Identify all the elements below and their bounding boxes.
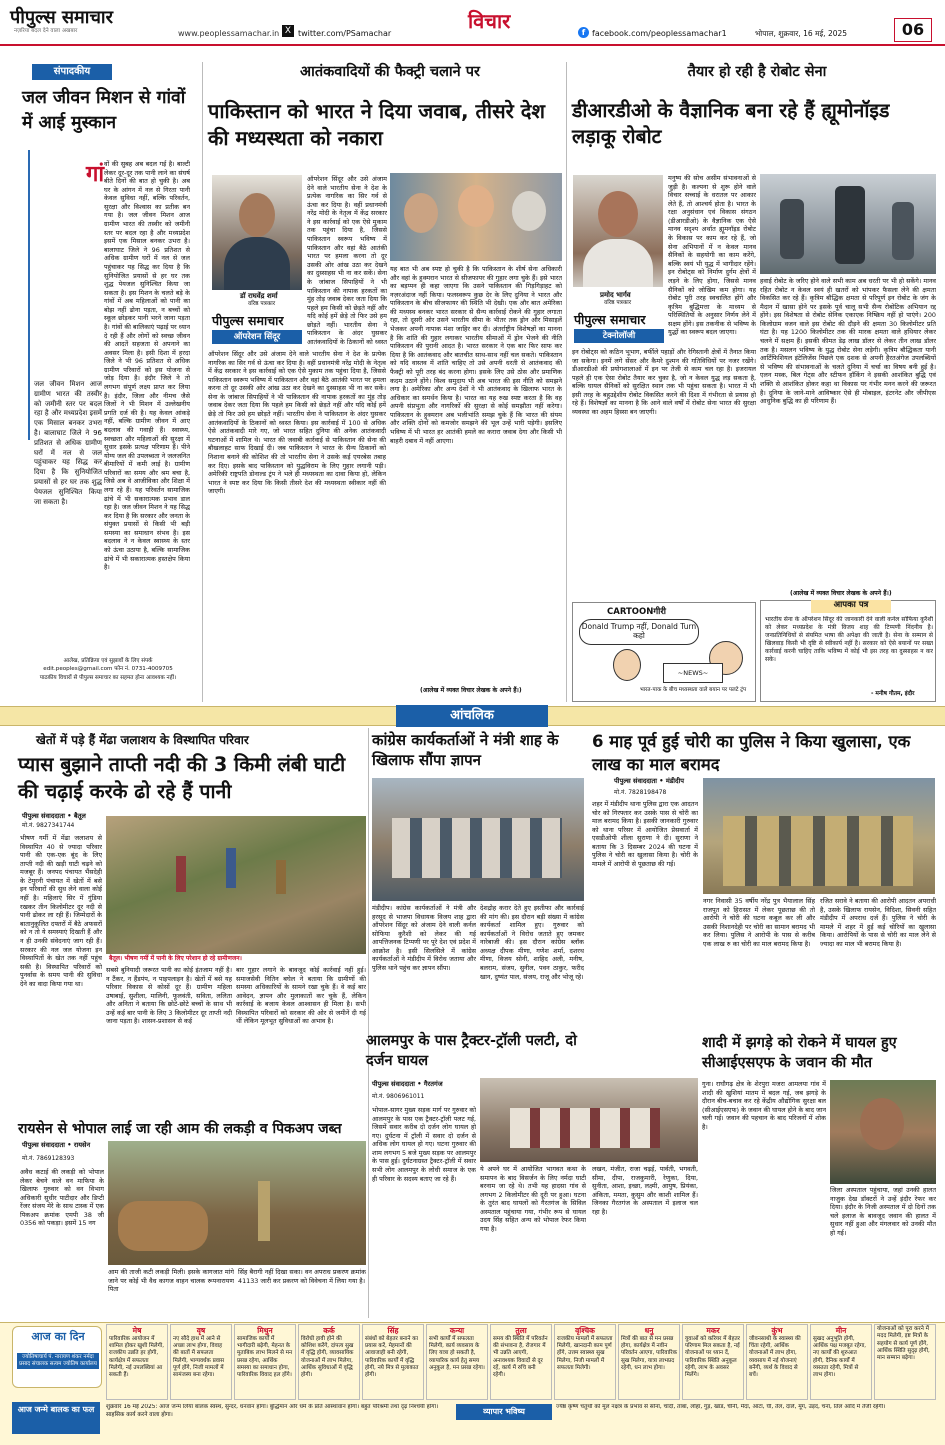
rashi-text: विरोधी हावी होने की कोशिश करेंगे, दांपत्य सुख में वृद्धि होगी, व्यावसायिक योजनाओं में लाभ मिलेगा, आर्थिक सुविधाओं में वृद्धि होगी। xyxy=(301,1335,354,1379)
facebook-icon: f xyxy=(578,27,589,38)
rashi-name: कर्क xyxy=(323,1326,335,1335)
woman-figure-3 xyxy=(276,860,286,894)
rashi-text: सभी कार्यों में सफलता मिलेगी, कार्य व्यवसाय के लिए यात्रा हो सकती है, व्यापारिक कार्य हेतु समय अनुकूल है, मन प्रसन्न रहेगा। xyxy=(429,1335,485,1371)
author-face xyxy=(598,191,638,237)
rashi-text: मित्रों की बात से मन प्रसन्न होगा, कार्यक्षेत्र में नवीन परिवर्तन आएगा, पारिवारिक सुख मिलेगा, यात्रा लाभप्रद रहेगी, धन लाभ होगा। xyxy=(621,1335,678,1371)
rashi-text: समय की स्थिति में परिवर्तन की संभावना है, रोजगार में भी उन्नति आएगी, अनावश्यक विवादों से दूर रहें, कार्य में रुचि बनी रहेगी। xyxy=(493,1335,548,1379)
congress-photo xyxy=(372,778,584,901)
theft-col1: शहर में मंडीदीप थाना पुलिस द्वारा एक आदतन चोर को गिरफ्तार कर उसके पास से चोरी का माल बरामद किया है। इसकी जानकारी गुरुवार को थाना परिसर में आयोजित प्रेसवार्ता में एसडीओपी शीला सुराणा ने दी। सुराणा ने बताया कि 3 दिसम्बर 2024 की घटना में पुलिस ने चोरी का खुलासा किया है। चोरी के मामले में आरोपी से पूछताछ की गई। xyxy=(592,800,698,869)
marriage-headline: शादी में झगड़े को रोकने में घायल हुए सीआईएसएफ के जवान की मौत xyxy=(702,1035,897,1072)
author-shirt xyxy=(583,239,653,287)
hospital-scene xyxy=(510,1108,660,1148)
cartoon-title: CARTOONगीरी xyxy=(607,607,667,617)
pak-badge: ऑपरेशन सिंदूर xyxy=(212,330,302,344)
congress-headline: कांग्रेस कार्यकर्ताओं ने मंत्री शाह के खिलाफ सौंपा ज्ञापन xyxy=(372,731,559,770)
theft-headline: 6 माह पूर्व हुई चोरी का पुलिस ने किया खुलासा, एक लाख का माल बरामद xyxy=(592,732,911,775)
editorial-body: वों की सुबह अब बदल गई है। बाल्टी लेकर दूर-दूर तक पानी लाने का संघर्ष बीते दिनों की बात हो चुकी है। अब घर के आंगन में नल से गिरता पानी केवल सुविधा नहीं, बल्कि परिवर्तन, सुरक्षा और विश्वास का प्रतीक बन गया है। जल जीवन मिशन आज ग्रामीण भारत की तस्वीर को जमीनी स्तर पर बदल रहा है और मध्यप्रदेश इसमें एक मिसाल बनकर उभरा है। बालाघाट जिले ने 96 प्रतिशत से अधिक ग्रामीण घरों में नल से जल पहुंचाकर यह सिद्ध कर दिया है कि सुनियोजित प्रयासों से हर घर तक शुद्ध पेयजल सुनिश्चित किया जा सकता है। इस मिशन के चलते बड़े के गांवों में अब महिलाओं को पानी का बोझ नहीं ढोना पड़ता, न बच्चों को स्कूल छोड़कर पानी भरने जाना पड़ता है। गांवों की बालिकाएं पढ़ाई पर ध्यान दे रही हैं और लोगों को स्वच्छ जीवन की आदतें सहजता से अपनाने का अवसर मिला है। इसी दिशा में हरदा जिले ने भी 96 प्रतिशत से अधिक ग्रामीण परिवारों को इस योजना से जोड़ दिया है। इंदौर जिले ने तो लगभग संपूर्ण लक्ष्य प्राप्त कर लिया है। इंदौर, जिला और नीमच जैसे जिलों ने भी मिशन में उल्लेखनीय प्रगति दर्ज की है। यह केवल आंकड़े नहीं, बल्कि ग्रामीण जीवन में आए बदलाव की गवाही हैं। स्वास्थ्य, स्वच्छता और महिलाओं की सुरक्षा में सुधार इसके प्रत्यक्ष परिणाम हैं। पीने योग्य जल की उपलब्धता ने जलजनित बीमारियों में कमी लाई है। ग्रामीण परिवारों का समय और श्रम बचा है, जिसे अब वे आजीविका और शिक्षा में लगा रहे हैं। यह परिवर्तन सामाजिक ढांचे में भी सकारात्मक प्रभाव डाल रहा है। जल जीवन मिशन ने यह सिद्ध कर दिया है कि सरकार और जनता के संयुक्त प्रयासों से किसी भी बड़ी समस्या का समाधान संभव है। इस बदलाव ने न केवल स्वास्थ्य के स्तर को ऊंचा उठाया है, बल्कि सामाजिक ढांचे में भी सकारात्मक हस्तक्षेप किया है। xyxy=(104,160,190,572)
letters-title: आपका पत्र xyxy=(811,600,891,613)
tractor-headline: आलमपुर के पास ट्रैक्टर-ट्रॉली पलटी, दो दर्जन घायल xyxy=(366,1033,577,1069)
leader-face-3 xyxy=(512,191,546,231)
marriage-col2: जिला अस्पताल पहुंचाया, जहां उनकी हालत नाजुक देख डॉक्टरों ने उन्हें इंदौर रेफर कर दिया। इंदौर के निजी अस्पताल में दो दिनों तक चले इलाज के बावजूद जवान की हालत में सुधार नहीं हुआ और मंगलवार को उनकी मौत हो गई। xyxy=(830,1186,936,1237)
editorial-pullquote: जल जीवन मिशन आज ग्रामीण भारत की तस्वीर को जमीनी स्तर पर बदल रहा है और मध्यप्रदेश इसमें एक मिसाल बनकर उभरा है। बालाघाट जिले ने 96 प्रतिशत से अधिक ग्रामीण घरों में नल से जल पहुंचाकर यह सिद्ध कर दिया है कि सुनियोजित प्रयासों से हर घर तक शुद्ध पेयजल सुनिश्चित किया जा सकता है। xyxy=(34,380,102,506)
raisen-col3: सिंह बैरागी नहीं दिखा सका। वन अपराध प्रकरण क्रमांक 41133 जारी कर प्रकरण को विवेचना में लिया गया है। xyxy=(238,1268,366,1285)
editorial-footer-line2[interactable]: edit.peoples@gmail.com फोन नं. 0731-4009705 xyxy=(43,666,173,673)
marriage-col1: गुना। राघौगढ़ क्षेत्र के शेरपुरा मजरा आमलया गांव में शादी की खुशियां मातम में बदल गई, जब झगड़े के दौरान बीच-बचाव कर रहे केंद्रीय औद्योगिक सुरक्षा बल (सीआईएसएफ) के जवान की घायल होने के बाद जान चली गई। जवान की पहचान के बाद परिजनों में शोक है। xyxy=(702,1080,826,1131)
rashi-text: संबंधों को बेहतर बनाने का प्रयास करें, मेहमानों की आवाजाही बनी रहेगी, पारिवारिक कार्यों में वृद्धि होगी, नये मित्र से मुलाकात होगी। xyxy=(365,1335,419,1379)
rashi-text: जीवनसाथी के स्वास्थ्य की चिंता रहेगी, आर्थिक योजनाओं में लाभ होगा, व्यवसाय में नई योजनाएं बनेंगी, व्यर्थ के विवाद से बचें। xyxy=(749,1335,801,1379)
theft-byline: पीपुल्स संवाददाता • मंडीदीप xyxy=(614,777,684,785)
rashi-name: तुला xyxy=(515,1326,527,1335)
rashi-name: सिंह xyxy=(387,1326,399,1335)
leader-face-2 xyxy=(458,185,494,227)
rashi-cell xyxy=(426,1324,488,1400)
water-byline: पीपुल्स संवाददाता • बैतूल xyxy=(22,812,86,820)
editorial-dropcap: गां xyxy=(86,162,105,187)
robot-figure-1 xyxy=(780,199,804,259)
pak-col2: यह बात भी अब स्पष्ट हो चुकी है कि पाकिस्तान के शीर्ष सेना अधिकारी और वहां के हुक्मरान भारत से सीजफायर की गुहार लगा चुके हैं। इसे भारत का बड़प्पन ही कहा जाएगा कि उसने पाकिस्तान की गिड़गिड़ाहट को नज़रअंदाज नहीं किया। फलस्वरूप कुछ देर के लिए दुनिया ने भारत और पाकिस्तान के बीच सीजफायर की स्थिति भी देखी। एक और बात अमेरिका की मध्यस्थ बनकर भारत सरकार से सैन्य कार्रवाई रोकने की गुहार लगाता रहा, तो दूसरी ओर उसने भारतीय सीमा के भीतर तक ड्रोन और मिसाइलें भेजकर अपनी नापाक मंशा जाहिर कर दी। अंतर्राष्ट्रीय विशेषज्ञों का मानना है कि शांति की गुहार लगाकर भारतीय सीमाओं में ड्रोन भेजने की नीति पाकिस्तान की पुरानी आदत है। भारत सरकार ने एक बार फिर साफ कर दिया है कि आतंकवाद और बातचीत साथ-साथ नहीं चल सकते। पाकिस्तान को यदि वास्तव में शांति चाहिए तो उसे अपनी धरती से आतंकवाद की फैक्ट्री को पूरी तरह बंद करना होगा। इसके लिए उसे ठोस और प्रमाणिक कदम उठाने होंगे। विश्व समुदाय भी अब भारत की इस नीति को समझने लगा है। अमेरिका और अन्य देशों ने भी आतंकवाद के खिलाफ भारत के अधिकार का समर्थन किया है। भारत का यह रुख स्पष्ट करता है कि वह अपनी संप्रभुता और नागरिकों की सुरक्षा से कोई समझौता नहीं करेगा। पाकिस्तान के हुक्मरान अब भलीभांति समझ चुके हैं कि भारत की संयम और शक्ति दोनों को कमजोर समझने की भूल उन्हें भारी पड़ेगी। इसलिए भविष्य में भी भारत हर आतंकी हमले का करारा जवाब देगा और किसी भी बाहरी दबाव में नहीं आएगा। xyxy=(390,265,562,445)
water-body: भीषण गर्मी में मेंढा जलाशय से विस्थापित 40 से ज्यादा परिवार पानी की एक-एक बूंद के लिए ताप्ती नदी की खड़ी घाटी चढ़ने को मजबूर हैं। जनपद पंचायत भैंसदेही के टेमुरनी पंचायत में खेतों में बसे इन परिवारों की सुध लेने वाला कोई नहीं है। महिलाएं सिर में गुंडिया रखकर तीन किलोमीटर दूर नदी से पानी ढोकर ला रही हैं। जिम्मेदारों के बातानुकूलित दफ्तरों में बैठे अफसरों को न तो ये समस्याएं दिखती हैं और न ही उनकी संवेदनाएं जाग रही हैं। सरकार की नल जल योजना इन विस्थापितों के खेत तक नहीं पहुंच सकी है। विस्थापित परिवारों को पुनर्वास के समय पानी की सुविधा देने का वादा किया गया था। xyxy=(20,834,102,988)
editorial-headline: जल जीवन मिशन से गांवों में आई मुस्कान xyxy=(22,88,186,133)
officer-figure xyxy=(258,1181,270,1241)
raisen-headline: रायसेन से भोपाल लाई जा रही आम की लकड़ी व पिकअप जब्त xyxy=(18,1121,342,1137)
robot-brand: पीपुल्स समाचार xyxy=(574,312,646,327)
water-kicker: खेतों में पड़े हैं मेंढा जलाशय के विस्थापित परिवार xyxy=(36,733,249,747)
rashi-cell xyxy=(298,1324,360,1400)
rashi-cell xyxy=(746,1324,808,1400)
protesters-group xyxy=(392,818,562,878)
rashi-name: मीन xyxy=(835,1326,847,1335)
theft-photo xyxy=(703,778,935,894)
tractor-col1: भोपाल-सागर मुख्य सड़क मार्ग पर गुरुवार को आलमपुर के पास एक ट्रैक्टर-ट्रॉली पलट गई, जिसमें सवार करीब दो दर्जन लोग घायल हो गए। दुर्घटना में ट्रॉली में सवार दो दर्जन से अधिक लोग घायल हो गए। घटना गुरुवार की शाम लगभग 5 बजे मुख्य सड़क पर आलमपुर के पास हुई। दुर्घटनाग्रस्त ट्रैक्टर-ट्रॉली में सवार सभी लोग आलमपुर के लोधी समाज के एक ही परिवार के सदस्य बताए जा रहे हैं। xyxy=(372,1106,476,1183)
robot-note: (आलेख में व्यक्त विचार लेखक के अपने हैं।) xyxy=(790,590,892,597)
police-group xyxy=(723,816,913,886)
rashi-name: कन्या xyxy=(449,1326,465,1335)
author-photo xyxy=(212,175,302,290)
column-divider xyxy=(202,62,203,702)
woman-figure-2 xyxy=(226,848,236,888)
water-caption: बैतूल। भीषण गर्मी में पानी के लिए परेशान हो रहे ग्रामीणजन। xyxy=(106,954,366,964)
raisen-photo xyxy=(108,1141,366,1265)
tractor-col2: ये अपने घर में आयोजित भागवत कथा के समापन के बाद विसर्जन के लिए नर्मदा घाटी बरनाम जा रहे थे। तभी यह हादसा गांव से लगभग 2 किलोमीटर की दूरी पर हुआ। घटना के तुरंत बाद घायलों को गैरतगंज के सिविल अस्पताल पहुंचाया गया, गंभीर रूप से घायल उदय सिंह सहित अन्य को भोपाल रेफर किया गया है। xyxy=(480,1165,586,1234)
raisen-byline: पीपुल्स संवाददाता • रायसेन xyxy=(22,1141,91,1149)
rashi-cell xyxy=(234,1324,296,1400)
leader-face-1 xyxy=(404,193,438,233)
rashi-cell xyxy=(170,1324,232,1400)
rashi-text: पारिवारिक आयोजन में शामिल होकर खुशी मिलेगी, राजकीय उन्नति हर होगी, कार्यक्षेत्र में सफलता मिलेगी, नई उपलब्धियां आ सकती हैं। xyxy=(109,1335,164,1379)
rashi-name: वृश्चिक xyxy=(575,1326,595,1335)
editorial-tag: संपादकीय xyxy=(32,64,112,80)
editorial-footer-line1: आलेख, प्रतिक्रिया एवं सुझावों के लिए संपर्क xyxy=(63,658,153,664)
column-divider xyxy=(368,728,369,1318)
jawan-face xyxy=(860,1098,904,1150)
rashi-text: सुखद अनुभूति होगी, आर्थिक पक्ष मजबूत रहेगा, नए कार्यों की शुरुआत होगी, दैनिक कार्यों में व्यस्तता रहेगी, मित्रों से लाभ होगा। xyxy=(813,1335,867,1379)
raisen-col2: आम की ताजी कटी लकड़ी मिली। इसके कागजात मांगे जाने पर कोई भी वैध कागज वाहन चालक रूपनारायण पिता xyxy=(108,1268,234,1294)
robot-photo xyxy=(760,174,936,274)
website-link[interactable]: www.peoplessamachar.in xyxy=(178,29,280,38)
raisen-col1: अवैध कटाई की लकड़ी को भोपाल लेकर बेचने वाले वन माफिया के खिलाफ गुरुवार को वन विभाग अधिकारी सुधीर पाटीदार और डिप्टी रेंजर संजय मेरे के साथ टास्क में एक पिकअप क्रमांक एमपी 38 जी 0356 को पकड़ा। इसमें 15 नग xyxy=(20,1168,104,1228)
dateline: भोपाल, शुक्रवार, 16 मई, 2025 xyxy=(755,29,848,38)
editorial-footer xyxy=(18,657,198,682)
rashi-cell xyxy=(810,1324,872,1400)
birth-tag: आज जन्मे बालक का फल xyxy=(12,1402,100,1434)
trade-tag: व्यापार भविष्य xyxy=(456,1404,552,1420)
facebook-link[interactable]: facebook.com/peoplessamachar1 xyxy=(592,29,727,38)
theft-mobile: मो.नं. 7828198478 xyxy=(614,789,667,796)
x-icon: X xyxy=(282,25,294,37)
rashi-name: मिथुन xyxy=(257,1326,273,1335)
cartoon-newspaper: ~NEWS~ xyxy=(663,663,723,683)
logo-tagline: नज़रिया बदल देने वाला अखबार xyxy=(14,28,78,34)
robot-kicker: तैयार हो रही है रोबोट सेना xyxy=(687,64,827,80)
pak-note: (आलेख में व्यक्त विचार लेखक के अपने हैं।) xyxy=(420,687,522,694)
author-photo xyxy=(573,175,663,287)
tractor-byline: पीपुल्स संवाददाता • गैरतगंज xyxy=(372,1080,443,1088)
water-col2: सबसे बुनियादी जरूरत पानी का कोई इंतजाम नहीं है। न टैंकर, न हैंडपंप, न पाइपलाइन है। खेतों में बसे यह परिवार विकास से कोसों दूर हैं। ग्रामीण महिला उषाबाई, सुशीला, मालिनी, फूलवंती, सविता, ललिता और अनिता ने बताया कि छोटे-छोटे बच्चों के साथ भी उन्हें कई बार पानी के लिए 3 किलोमीटर दूर ताप्ती नदी जाना पड़ता है। शासन-प्रशासन से कई xyxy=(106,966,232,1026)
rashi-cell xyxy=(874,1324,936,1400)
robot-author-role: वरिष्ठ पत्रकार xyxy=(604,300,632,306)
horoscope-title-box xyxy=(12,1326,102,1388)
author-face xyxy=(239,193,275,237)
pak-col1-bottom: ऑपरेशन सिंदूर और उसे अंजाम देने वाले भारतीय सेना ने देश के प्रत्येक नागरिक का सिर गर्व से ऊंचा कर दिया है। वहीं प्रधानमंत्री नरेंद्र मोदी के नेतृत्व में केंद्र सरकार ने इस कार्रवाई को एक ऐसे मुकाम तक पहुंचा दिया है, जिससे पाकिस्तान स्वरूप भविष्य में पाकिस्तान और वहां बैठे आतंकी भारत पर हमला करना तो दूर उसकी ओर आंख उठा कर देखने का दुस्साहस भी ना कर सकें। सेना के जांबाज सिपाहियों ने भी पाकिस्तान की नापाक हरकतों का मुंह तोड़ जवाब देकर जता दिया कि पहले हम किसी को छेड़ते नहीं और यदि कोई हमें छेड़े तो फिर उसे हम छोड़ते नहीं। भारतीय सेना ने पाकिस्तान के अंदर घुसकर आतंकवादियों के ठिकानों को ध्वस्त किया। इस कार्रवाई में 100 से अधिक ऐसे आतंकवादी मारे गए, जो भारत सहित दुनिया की अनेक आतंकवादी घटनाओं में शामिल थे। भारत की जवाबी कार्रवाई से पाकिस्तान की सेना की बौखलाहट साफ दिखाई दी। जब पाकिस्तान ने भारत के सैन्य ठिकानों को निशाना बनाने की कोशिश की तो भारतीय सेना ने उसके कई एयरबेस तबाह कर दिए। इसके बाद पाकिस्तान को युद्धविराम के लिए गुहार लगानी पड़ी। अमेरिकी राष्ट्रपति डोनाल्ड ट्रंप ने भले ही मध्यस्थता का दावा किया हो, लेकिन भारत ने स्पष्ट कर दिया कि किसी तीसरे देश की मध्यस्थता स्वीकार नहीं की जाएगी। xyxy=(208,350,386,496)
letters-sign: - मनीष गौतम, इंदौर xyxy=(871,691,915,697)
water-headline: प्यास बुझाने ताप्ती नदी की 3 किमी लंबी घाटी की चढ़ाई करके ढो रहे हैं पानी xyxy=(18,753,346,803)
rashi-name: मकर xyxy=(706,1326,720,1335)
raisen-mobile: मो.नं. 7869128393 xyxy=(22,1155,75,1162)
robot-figure-2 xyxy=(835,186,865,264)
rashi-text: नए सौदे हाथ में आने से अच्छा लाभ होगा, विवाह की बातों में सफलता मिलेगी, भाग्यवर्धक प्रवास पूर्ण होंगे, निजी मामलों में सामंजस्य बना रहेगा। xyxy=(173,1335,225,1379)
tractor-col3: लखन, मंजीत, राजा चढ़ई, पार्वती, भगवती, सीमा, दीपा, राजकुमारी, रेणुका, दिया, सुनीता, आशा, इच्छा, लक्ष्मी, आयुष, प्रियंका, अंकिता, ममता, कुसुम और काशी शामिल हैं। जिनका गैरतगंज के अस्पताल में इलाज चल रहा है। xyxy=(592,1165,698,1216)
robot-col3: हवाई रोबोट के जरिए होने वाले सभी काम अब धरती पर भी हो सकेंगे। मानव रहित रोबोट न केवल स्वयं ही खतरों को भांपकर फैसला लेने की क्षमता विकसित कर रहे हैं। कृत्रिम बौद्धिक क्षमता से परिपूर्ण इन रोबोट के जंग के मैदान में खासा होने पर इसके पूर्व चालू सभी सैन्य रोबोटिक अभियान रद्द होंगे। इस विशेषता से रोबोट सेनिक एकाएक निष्क्रिय नहीं हो पाएंगे। 200 किलोग्राम वजन वाले इस रोबोट की दौड़ने की क्षमता 30 किलोमीटर प्रति घंटा है। यह 1200 किलोमीटर तक की मारक क्षमता वाले हथियार लेकर चलने में सक्षम हैं। इसकी कीमत डेढ़ लाख डॉलर से लेकर तीन लाख डॉलर तक है। मसलन भविष्य के युद्ध रोबोट सेना लड़ेगी। कृत्रिम बौद्धिकता यानी आर्टिफिशियल इंटेलिजेंस पिछले एक दशक से अपनी हैरतअंगेज उपलब्धियों से भविष्य की संभावनाओं के चलते दुनिया में चर्चा का विषय बनी हुई है। एलन मस्क, बिल गेट्स और स्टीफन हॉकिंग ने इसकी आशंकित बुद्धि एवं शक्ति से आशंकित होकर कहा था विकास पर गंभीर मनन करने की जरूरत है। दुनिया के जाने-माने आविष्कार ऐसे ही मोबाइल, इंटरनेट और जीपीएस आधुनिक बुद्धि का ही परिणाम हैं। xyxy=(760,277,936,406)
section-title: विचार xyxy=(468,9,511,33)
woman-figure-1 xyxy=(176,856,186,892)
letters-box xyxy=(760,600,936,702)
twitter-link[interactable]: twitter.com/PSamachar xyxy=(298,29,392,38)
robot-col1: मनुष्य की सोच असीम संभावनाओं से जुड़ी है। कल्पना से शुरू होने वाले विचार सच्चाई के धरातल पर आकार लेते हैं, तो आश्चर्य होता है। भारत के रक्षा अनुसंधान एवं विकास संगठन (डीआरडीओ) के वैज्ञानिक एक ऐसे मानव सदृश्य अर्थात ह्यूमनॉइड रोबोट के विकास पर काम कर रहे हैं, जो सेना अभियानों में न केवल मानव सैनिकों के सहयोगी का काम करेंगे, बल्कि स्वयं भी युद्ध में भागीदार रहेंगे। इन रोबोट्स को निर्माण दुर्गम क्षेत्रों में लड़ने के लिए होगा, जिससे मानव सैनिकों को जोखिम कम होगा। यह रोबोट पूरी तरह स्वचालित होंगे और कृत्रिम बुद्धिमत्ता के माध्यम से परिस्थितियों के अनुसार निर्णय लेने में सक्षम होंगे। इस तकनीक से भविष्य के युद्धों का स्वरूप बदल जाएगा। xyxy=(668,174,756,337)
congress-col1: मंडीदीप। कांग्रेस कार्यकर्ताओं ने मंत्री और हरसूद से भाजपा विधायक विजय शाह द्वारा ऑपरेशन सिंदूर को अंजाम देने वाली कर्नल सोफिया कुरैशी को लेकर की गई आपत्तिजनक टिप्पणी पर पूरे देश एवं प्रदेश में आक्रोश है। इसी सिलसिले में कांग्रेस कार्यकर्ताओं ने मंडीदीप में विरोध जताया और पुलिस थाने पहुंच कर ज्ञापन सौंपा। xyxy=(372,904,476,973)
letters-body: भारतीय सेना के ऑपरेशन सिंदूर की जानकारी देने वाली कर्नल सोफिया कुरैशी को लेकर मध्यप्रदेश के मंत्री विजय शाह की टिप्पणी निंदनीय है। जनप्रतिनिधियों से संयमित भाषा की अपेक्षा की जाती है। सेना के सम्मान से खिलवाड़ किसी भी दृष्टि से स्वीकार्य नहीं है। सरकार को ऐसे बयानों पर सख्त कार्रवाई करनी चाहिए ताकि भविष्य में कोई भी इस तरह का दुस्साहस न कर सके। xyxy=(765,616,933,664)
robot-figure-3 xyxy=(892,202,914,260)
cartoon-box xyxy=(572,602,756,702)
rashi-text: राजकीय मामलों में सफलता मिलेगी, खानदानी काम पूर्ण होंगे, उत्तम स्वास्थ्य सुख मिलेगा, निजी मामलों में सफलता मिलेगी। xyxy=(557,1335,613,1371)
tractor-mobile: मो.नं. 9806961011 xyxy=(372,1093,425,1100)
rashi-cell xyxy=(682,1324,744,1400)
water-col3: बार गुहार लगाने के बावजूद कोई कार्रवाई नहीं हुई। समाजसेवी नितिन बघेल ने बताया कि ग्रामीणों की समस्या अधिकारियों के सामने रखा चुके हैं। वे कई बार आवेदन, ज्ञापन और मुलाकातों कर चुके हैं, लेकिन कार्रवाई के बजाय केवल आश्वासन ही मिला है। सभी विस्थापित परिवारों को सरकार की ओर से जमीनें दी गई थीं लेकिन मूलभूत सुविधाओं का अभाव है। xyxy=(236,966,366,1026)
timber-pile xyxy=(118,1201,208,1251)
cartoon-speech-bubble: Donald Trump नहीं, Donald Turn कहो xyxy=(579,619,699,645)
pak-headline: पाकिस्तान को भारत ने दिया जवाब, तीसरे देश की मध्यस्थता को नकारा xyxy=(208,99,545,150)
editorial-rule xyxy=(28,150,30,440)
section-anchalik: आंचलिक xyxy=(396,705,548,727)
rashi-name: कुंभ xyxy=(771,1326,783,1335)
rashi-cell xyxy=(362,1324,424,1400)
rashi-cell xyxy=(106,1324,168,1400)
robot-headline: डीआरडीओ के वैज्ञानिक बना रहे हैं ह्यूमोनॉइड लड़ाकू रोबोट xyxy=(572,99,890,149)
pak-kicker: आतंकवादियों की फैक्ट्री चलाने पर xyxy=(300,64,480,80)
pak-author-role: वरिष्ठ पत्रकार xyxy=(248,301,276,307)
logo[interactable]: पीपुल्स समाचार xyxy=(10,7,113,28)
cartoon-caption: भारत-पाक के बीच मध्यस्थता वाले बयान पर पलटे ट्रंप xyxy=(639,687,747,693)
horoscope-signs xyxy=(106,1324,941,1400)
column-divider xyxy=(566,62,567,702)
rashi-cell xyxy=(618,1324,680,1400)
pak-author: डॉ राघवेंद्र शर्मा xyxy=(240,292,278,300)
jawan-photo xyxy=(830,1080,936,1184)
cartoon-face-1 xyxy=(613,649,641,681)
congress-col2: देशद्रोह करार देते हुए इस्तीफा और कार्रवाई की मांग की। इस दौरान बड़ी संख्या में कांग्रेस कार्यकर्ता शामिल हुए। गुरुवार को कार्यकर्ताओं ने विरोध जताते हुए जमकर नारेबाजी की। इस दौरान कांग्रेस ब्लॉक अध्यक्ष दीपक मीणा, गणेश शर्मा, दशरथ मीणा, विजय सोनी, शाहिद अली, मनीष, बलराम, संजय, सुनील, पवन ठाकुर, फरीद खान, दुष्यंत पाल, संजय, राजू और भोजू रहे। xyxy=(480,904,584,981)
rashi-cell xyxy=(490,1324,552,1400)
theft-col3: रजित सरावे ने बताया की आरोपी आदतन अपराधी है, उसके खिलाफ रायसेन, विदिशा, सिवनी सहित मंडीदीप में अपराध दर्ज हैं। पुलिस ने चोरी के मामले में शहर में हुई कई चोरियों का खुलासा किया। आरोपियों के पास से चोरी का माल लेने से ज्यादा का माल भी बरामद किया है। xyxy=(820,897,936,948)
water-photo xyxy=(106,816,366,962)
masthead xyxy=(0,0,945,46)
rashi-text: युवाओं को करियर में बेहतर परिणाम मिल सकता है, नई योजनाओं पर ध्यान दें, पारिवारिक स्थिति अनुकूल रहेगी, लाभ के अवसर मिलेंगे। xyxy=(685,1335,740,1379)
rashi-cell xyxy=(554,1324,616,1400)
rashi-name: मेष xyxy=(132,1326,142,1335)
theft-col2: नगर निवासी 35 वर्षीय नरेंद्र पुत्र भैयालाल सिंह राजपूत को हिरासत में लेकर पूछताछ की तो आरोपी ने चोरी की घटना कबूल कर ली और उसकी निशानदेही पर चोरी का सामान बरामद भी कर लिया। पुलिस ने आरोपी के पास से करीब एक लाख रु का चोरी का माल बरामद किया है। xyxy=(703,897,815,948)
trade-text: ज्येष्ठ कृष्ण चतुर्थी को मूल नक्षत्र के प्रभाव से सोना, चांदी, तांबा, लोहा, गुड़, खांड, चीनी, मैदा, आटा, घी, तेल, दालें, मूंग, उड़द, चना, तिल आदि में तेजी रहेगी। xyxy=(556,1404,886,1410)
horoscope-astrologer: ज्योतिषाचार्य पं. नारायण शंकर नर्मदा प्रसाद संचालक सत्यम ज्योतिष कार्यालय xyxy=(17,1353,99,1369)
rashi-name: वृष xyxy=(196,1326,206,1335)
tractor-photo xyxy=(480,1078,698,1162)
rashi-name: धनु xyxy=(644,1326,654,1335)
water-mobile: मो.नं. 9827341744 xyxy=(22,822,75,829)
birth-text: शुक्रवार 16 मई 2025: आज जन्म लिया बालक स्वस्थ, सुन्दर, धनवान होगा। बुद्धिमान और धर्म के प्रति आस्थावान होगा। बहुत परिश्रमी तथा दृढ़ निश्चयी होगा। साहसिक कार्य करने वाला होगा। xyxy=(106,1404,439,1418)
robot-col2: इन रोबोट्स को कठिन भूभाग, बर्फीले पहाड़ों और रेगिस्तानी क्षेत्रों में तैनात किया जा सकेगा। इनमें लगे सेंसर और कैमरे दुश्मन की गतिविधियों पर नजर रखेंगे। डीआरडीओ की प्रयोगशालाओं में इन पर तेजी से काम चल रहा है। इजरायल पहले ही एक ऐसा रोबोट तैयार कर चुका है, जो न केवल युद्ध लड़ सकता है, बल्कि घायल सैनिकों को सुरक्षित स्थान तक भी पहुंचा सकता है। भारत में भी इसी तरह के बहुउद्देशीय रोबोट विकसित करने की दिशा में गंभीरता से प्रयास हो रहे हैं। विशेषज्ञों का मानना है कि आने वाले वर्षों में रोबोट सेना भारत की सुरक्षा व्यवस्था का अहम हिस्सा बन जाएगी। xyxy=(572,348,756,417)
pak-col1-top: ऑपरेशन सिंदूर और उसे अंजाम देने वाले भारतीय सेना ने देश के प्रत्येक नागरिक का सिर गर्व से ऊंचा कर दिया है। वहीं प्रधानमंत्री नरेंद्र मोदी के नेतृत्व में केंद्र सरकार ने इस कार्रवाई को एक ऐसे मुकाम तक पहुंचा दिया है, जिससे पाकिस्तान स्वरूप भविष्य में पाकिस्तान और वहां बैठे आतंकी भारत पर हमला करना तो दूर उसकी ओर आंख उठा कर देखने का दुस्साहस भी ना कर सकें। सेना के जांबाज सिपाहियों ने भी पाकिस्तान की नापाक हरकतों का मुंह तोड़ जवाब देकर जता दिया कि पहले हम किसी को छेड़ते नहीं और यदि कोई हमें छेड़े तो फिर उसे हम छोड़ते नहीं। भारतीय सेना ने पाकिस्तान के अंदर घुसकर आतंकवादियों के ठिकानों को ध्वस्त xyxy=(307,175,387,346)
editorial-footer-line3: पाठकीय विचारों से पीपुल्स समाचार का सहमत होना आवश्यक नहीं। xyxy=(39,674,177,681)
horoscope-title: आज का दिन xyxy=(31,1330,85,1343)
rashi-text: सामाजिक कार्यों में भागीदारी बढ़ेगी, मेहनत के मुताबिक लाभ मिलने से मन प्रसन्न रहेगा, आर्थिक समस्या का समाधान होगा, पारिवारिक विवाद हल होंगे। xyxy=(237,1335,293,1379)
robot-author: प्रमोद भार्गव xyxy=(600,291,631,299)
page-number: 06 xyxy=(894,18,932,42)
author-suit xyxy=(224,237,290,290)
pak-brand: पीपुल्स समाचार xyxy=(212,313,284,328)
rashi-text: योजनाओं को पूरा करने में मदद मिलेगी, इष्ट मित्रों के सहयोग से कार्य पूर्ण होंगे, आर्थिक स्थिति सुदृढ़ होगी, मान सम्मान बढ़ेगा। xyxy=(877,1326,930,1362)
robot-badge: टेक्नोलॉजी xyxy=(574,329,664,343)
leaders-photo xyxy=(390,173,562,261)
